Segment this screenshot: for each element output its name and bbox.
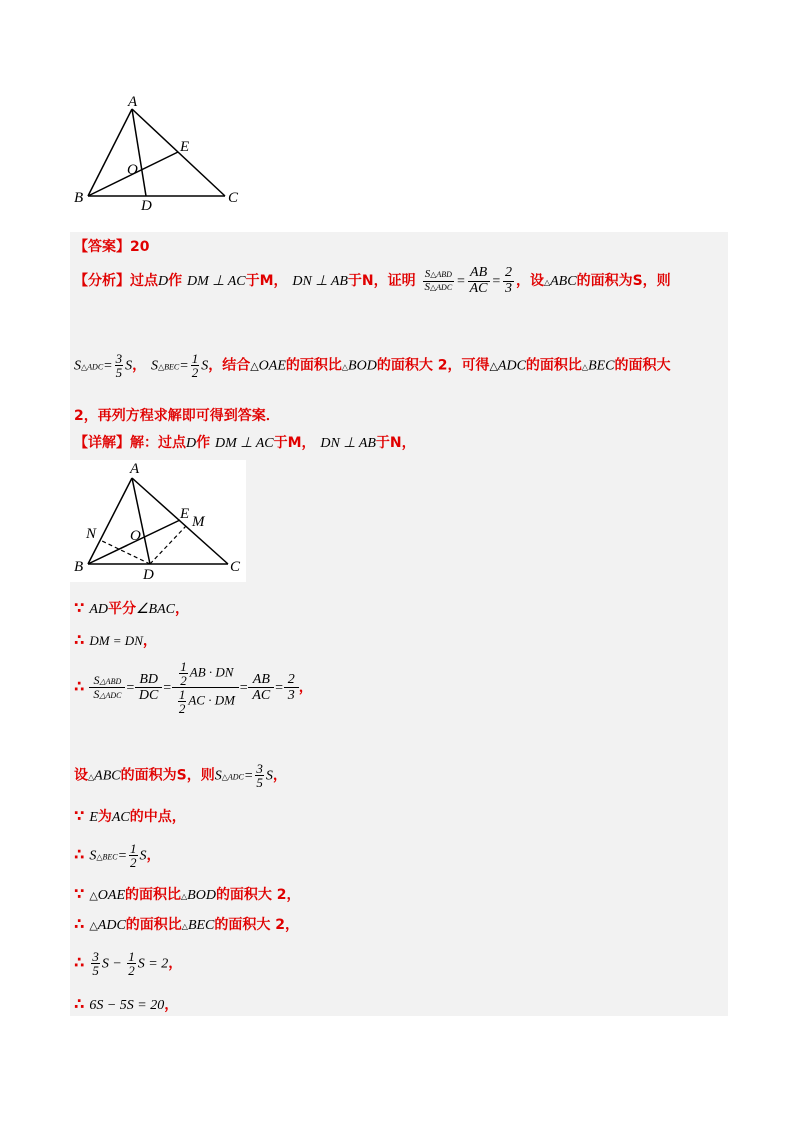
answer-value: 20 (130, 239, 150, 255)
ratio-value: $\frac{2}{3}$ (504, 265, 512, 296)
step-1: ∵ AD平分∠BAC， (74, 599, 189, 617)
step-4: 设△ABC的面积为S，则S△ADC= $\frac{3}{5}$ S， (74, 761, 287, 790)
label-b: B (74, 559, 84, 575)
step-7: ∵ △OAE的面积比△BOD的面积大 2， (74, 885, 301, 903)
segment-ab (88, 478, 132, 564)
answer-line: 【答案】20 (74, 239, 150, 255)
step-2: ∴ DM = DN， (74, 631, 157, 649)
label-a: A (128, 94, 138, 110)
ratio-sides: $\frac{AB}{AC}$ (469, 265, 488, 296)
step-5: ∵ E为AC的中点， (74, 807, 186, 825)
detail-line: 【详解】解：过点D作 DM ⊥ AC于M， DN ⊥ AB于N， (74, 435, 416, 451)
label-c: C (228, 190, 239, 206)
label-a: A (130, 461, 140, 477)
label-o: O (127, 162, 138, 178)
label-o: O (130, 528, 141, 544)
segment-ad (132, 109, 146, 196)
segment-dn-dashed (100, 540, 150, 564)
step-9: ∴ $\frac{3}{5}$ S − $\frac{1}{2}$ S = 2， (74, 949, 183, 978)
step-3: ∴ $\frac{\text{S△ABD}}{\text{S△ADC}}$ = $\frac{BD}{DC}$ = $\frac{1}{2}$ AB · DN $\frac{1}{2}$ AC · DM = $\frac{AB}{AC}$ = $\frac{2}{3}$ ， (74, 659, 313, 716)
step-6: ∴ S△BEC= $\frac{1}{2}$ S， (74, 841, 161, 870)
label-b: B (74, 190, 84, 206)
label-n: N (86, 526, 97, 542)
label-e: E (180, 506, 190, 522)
label-d: D (143, 567, 154, 582)
step-10: ∴ 6S − 5S = 20， (74, 995, 179, 1013)
step-8: ∴ △ADC的面积比△BEC的面积大 2， (74, 915, 300, 933)
label-m: M (192, 514, 205, 530)
label-d: D (141, 198, 152, 210)
triangle-figure-1 (70, 92, 246, 210)
triangle-figure-2 (70, 460, 246, 582)
ratio-areas: $\frac{\text{S△ABD}}{\text{S△ADC}}$ (424, 268, 453, 293)
segment-ab (88, 109, 132, 196)
label-e: E (180, 139, 190, 155)
analysis-line-3: 2，再列方程求解即可得到答案． (74, 408, 280, 424)
segment-ac (132, 109, 225, 196)
analysis-line-1: 【分析】过点D作 DM ⊥ AC于M， DN ⊥ AB于N，证明 $\frac{\text{S△ABD}}{\text{S△ADC}}$ = $\frac{AB}{AC}$ = $\frac{2}{3}$ ，设△ABC的面积为S，则 (74, 265, 671, 296)
label-c: C (230, 559, 241, 575)
analysis-line-2: S△ADC= $\frac{3}{5}$ S， S△BEC= $\frac{1}{2}$ S，结合△OAE的面积比△BOD的面积大 2，可得△ADC的面积比△BEC的面积大 (74, 351, 671, 380)
